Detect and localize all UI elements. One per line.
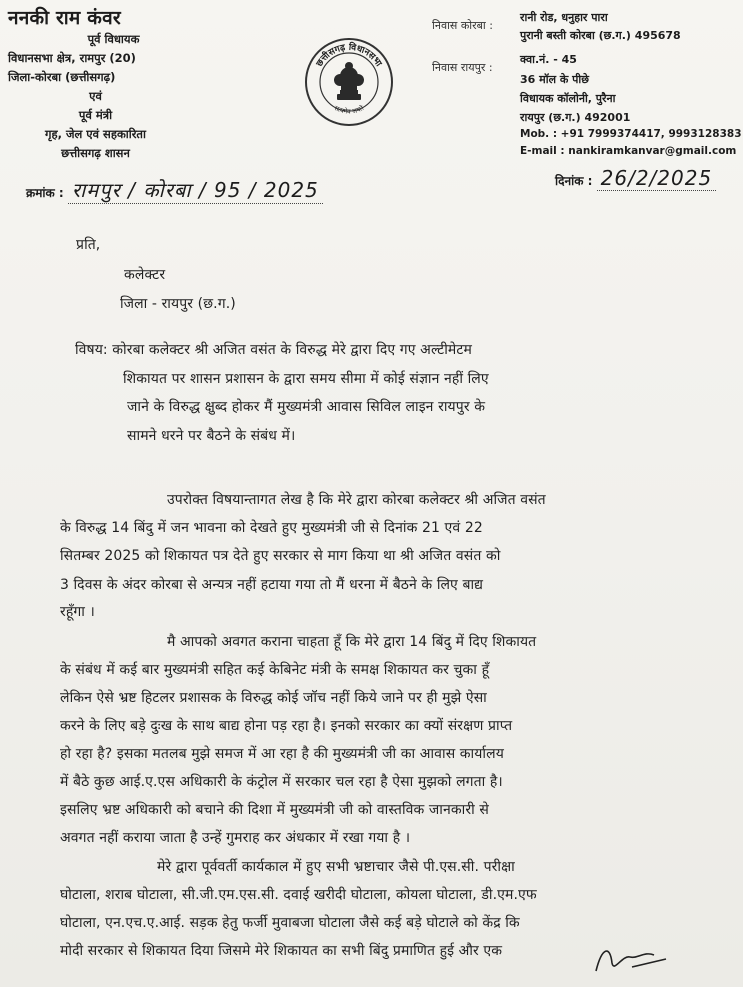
district-line: जिला-कोरबा (छत्तीसगढ़) xyxy=(8,70,116,84)
subject-line: जाने के विरुद्ध क्षुब्द होकर मैं मुख्यमंत्री आवास सिविल लाइन रायपुर के xyxy=(127,399,486,415)
addressee-district: जिला - रायपुर (छ.ग.) xyxy=(120,296,236,312)
constituency-line: विधानसभा क्षेत्र, रामपुर (20) xyxy=(8,51,136,65)
government-line: छत्तीसगढ़ शासन xyxy=(61,146,130,160)
emblem-title: छत्तीसगढ़ विधानसभा xyxy=(314,42,384,69)
signature-mark xyxy=(592,937,672,977)
body-line: मै आपको अवगत कराना चाहता हूँ कि मेरे द्वारा 14 बिंदु में दिए शिकायत xyxy=(167,634,537,650)
sender-name: ननकी राम कंवर xyxy=(8,7,121,29)
korba-address-line1: रानी रोड, धनुहार पारा xyxy=(520,11,608,24)
letterhead-left xyxy=(8,4,183,163)
body-line: मोदी सरकार से शिकायत दिया जिसमे मेरे शिकायत का सभी बिंदु प्रमाणित हुई और एक xyxy=(60,943,503,959)
addressee-title: कलेक्टर xyxy=(124,267,166,283)
date-value: 26/2/2025 xyxy=(600,166,713,190)
addressee-prefix: प्रति, xyxy=(76,237,101,253)
raipur-address-line1: क्वा.नं. - 45 xyxy=(520,53,577,66)
mobile-numbers: Mob. : +91 7999374417, 9993128383 xyxy=(520,128,742,140)
assembly-emblem-icon xyxy=(303,36,395,128)
date-label: दिनांक : xyxy=(555,174,593,188)
and-line: एवं xyxy=(89,89,102,103)
raipur-residence-label: निवास रायपुर : xyxy=(432,61,493,74)
body-line: के विरुद्ध 14 बिंदु में जन भावना को देखते हुए मुख्यमंत्री जी से दिनांक 21 एवं 22 xyxy=(60,520,483,536)
raipur-address-line2: 36 मॉल के पीछे xyxy=(520,73,589,86)
body-line: लेकिन ऐसे भ्रष्ट हिटलर प्रशासक के विरुद्ध कोई जॉच नहीं किये जाने पर ही मुझे ऐसा xyxy=(60,690,487,706)
subject-line: सामने धरने पर बैठने के संबंध में। xyxy=(127,428,296,444)
body-line: हो रहा है? इसका मतलब मुझे समज में आ रहा है की मुख्यमंत्री जी का आवास कार्यालय xyxy=(60,746,504,762)
body-line: रहूँगा । xyxy=(60,604,95,620)
body-line: में बैठे कुछ आई.ए.एस अधिकारी के कंट्रोल में सरकार चल रहा है ऐसा मुझको लगता है। xyxy=(60,774,503,790)
body-line: 3 दिवस के अंदर कोरबा से अन्यत्र नहीं हटाया गया तो मैं धरना में बैठने के लिए बाद्य xyxy=(60,577,484,593)
body-line: घोटाला, शराब घोटाला, सी.जी.एम.एस.सी. दवाई खरीदी घोटाला, कोयला घोटाला, डी.एम.एफ xyxy=(60,887,537,903)
reference-value: रामपुर / कोरबा / 95 / 2025 xyxy=(71,178,319,202)
body-line: सितम्बर 2025 को शिकायत पत्र देते हुए सरकार से माग किया था श्री अजित वसंत को xyxy=(60,548,501,564)
body-line: उपरोक्त विषयान्तागत लेख है कि मेरे द्वारा कोरबा कलेक्टर श्री अजित वसंत xyxy=(167,492,546,508)
emblem-motto: सत्यमेव जयते xyxy=(332,103,366,116)
portfolio-line: गृह, जेल एवं सहकारिता xyxy=(45,127,146,141)
body-line: इसलिए भ्रष्ट अधिकारी को बचाने की दिशा में मुख्यमंत्री जी को वास्तविक जानकारी से xyxy=(60,802,489,818)
body-line: मेरे द्वारा पूर्ववर्ती कार्यकाल में हुए सभी भ्रष्टाचार जैसे पी.एस.सी. परीक्षा xyxy=(157,859,515,875)
body-line: के संबंध में कई बार मुख्यमंत्री सहित कई केबिनेट मंत्री के समक्ष शिकायत कर चुका हूँ xyxy=(60,662,490,678)
email-address: E-mail : nankiramkanvar@gmail.com xyxy=(520,145,737,157)
letter-date xyxy=(555,166,716,191)
raipur-address-line3: विधायक कॉलोनी, पुरैना xyxy=(520,92,616,105)
body-line: घोटाला, एन.एच.ए.आई. सड़क हेतु फर्जी मुवाबजा घोटाला जैसे कई बड़े घोटाले को केंद्र कि xyxy=(60,915,520,931)
subject-line: विषय: कोरबा कलेक्टर श्री अजित वसंत के विरुद्ध मेरे द्वारा दिए गए अल्टीमेटम xyxy=(75,342,473,358)
reference-label: क्रमांक : xyxy=(26,186,64,200)
body-line: करने के लिए बड़े दुःख के साथ बाद्य होना पड़ रहा है। इनको सरकार का क्यों संरक्षण प्राप्त xyxy=(60,718,513,734)
reference-number xyxy=(26,176,323,204)
korba-address-line2: पुरानी बस्ती कोरबा (छ.ग.) 495678 xyxy=(520,29,681,42)
designation-line: पूर्व विधायक xyxy=(87,32,140,46)
korba-residence-label: निवास कोरबा : xyxy=(432,19,493,32)
subject-line: शिकायत पर शासन प्रशासन के द्वारा समय सीमा में कोई संज्ञान नहीं लिए xyxy=(123,371,489,387)
body-line: अवगत नहीं कराया जाता है उन्हें गुमराह कर अंधकार में रखा गया है । xyxy=(60,830,411,846)
former-minister-line: पूर्व मंत्री xyxy=(78,108,113,122)
raipur-address-line4: रायपुर (छ.ग.) 492001 xyxy=(520,111,631,124)
